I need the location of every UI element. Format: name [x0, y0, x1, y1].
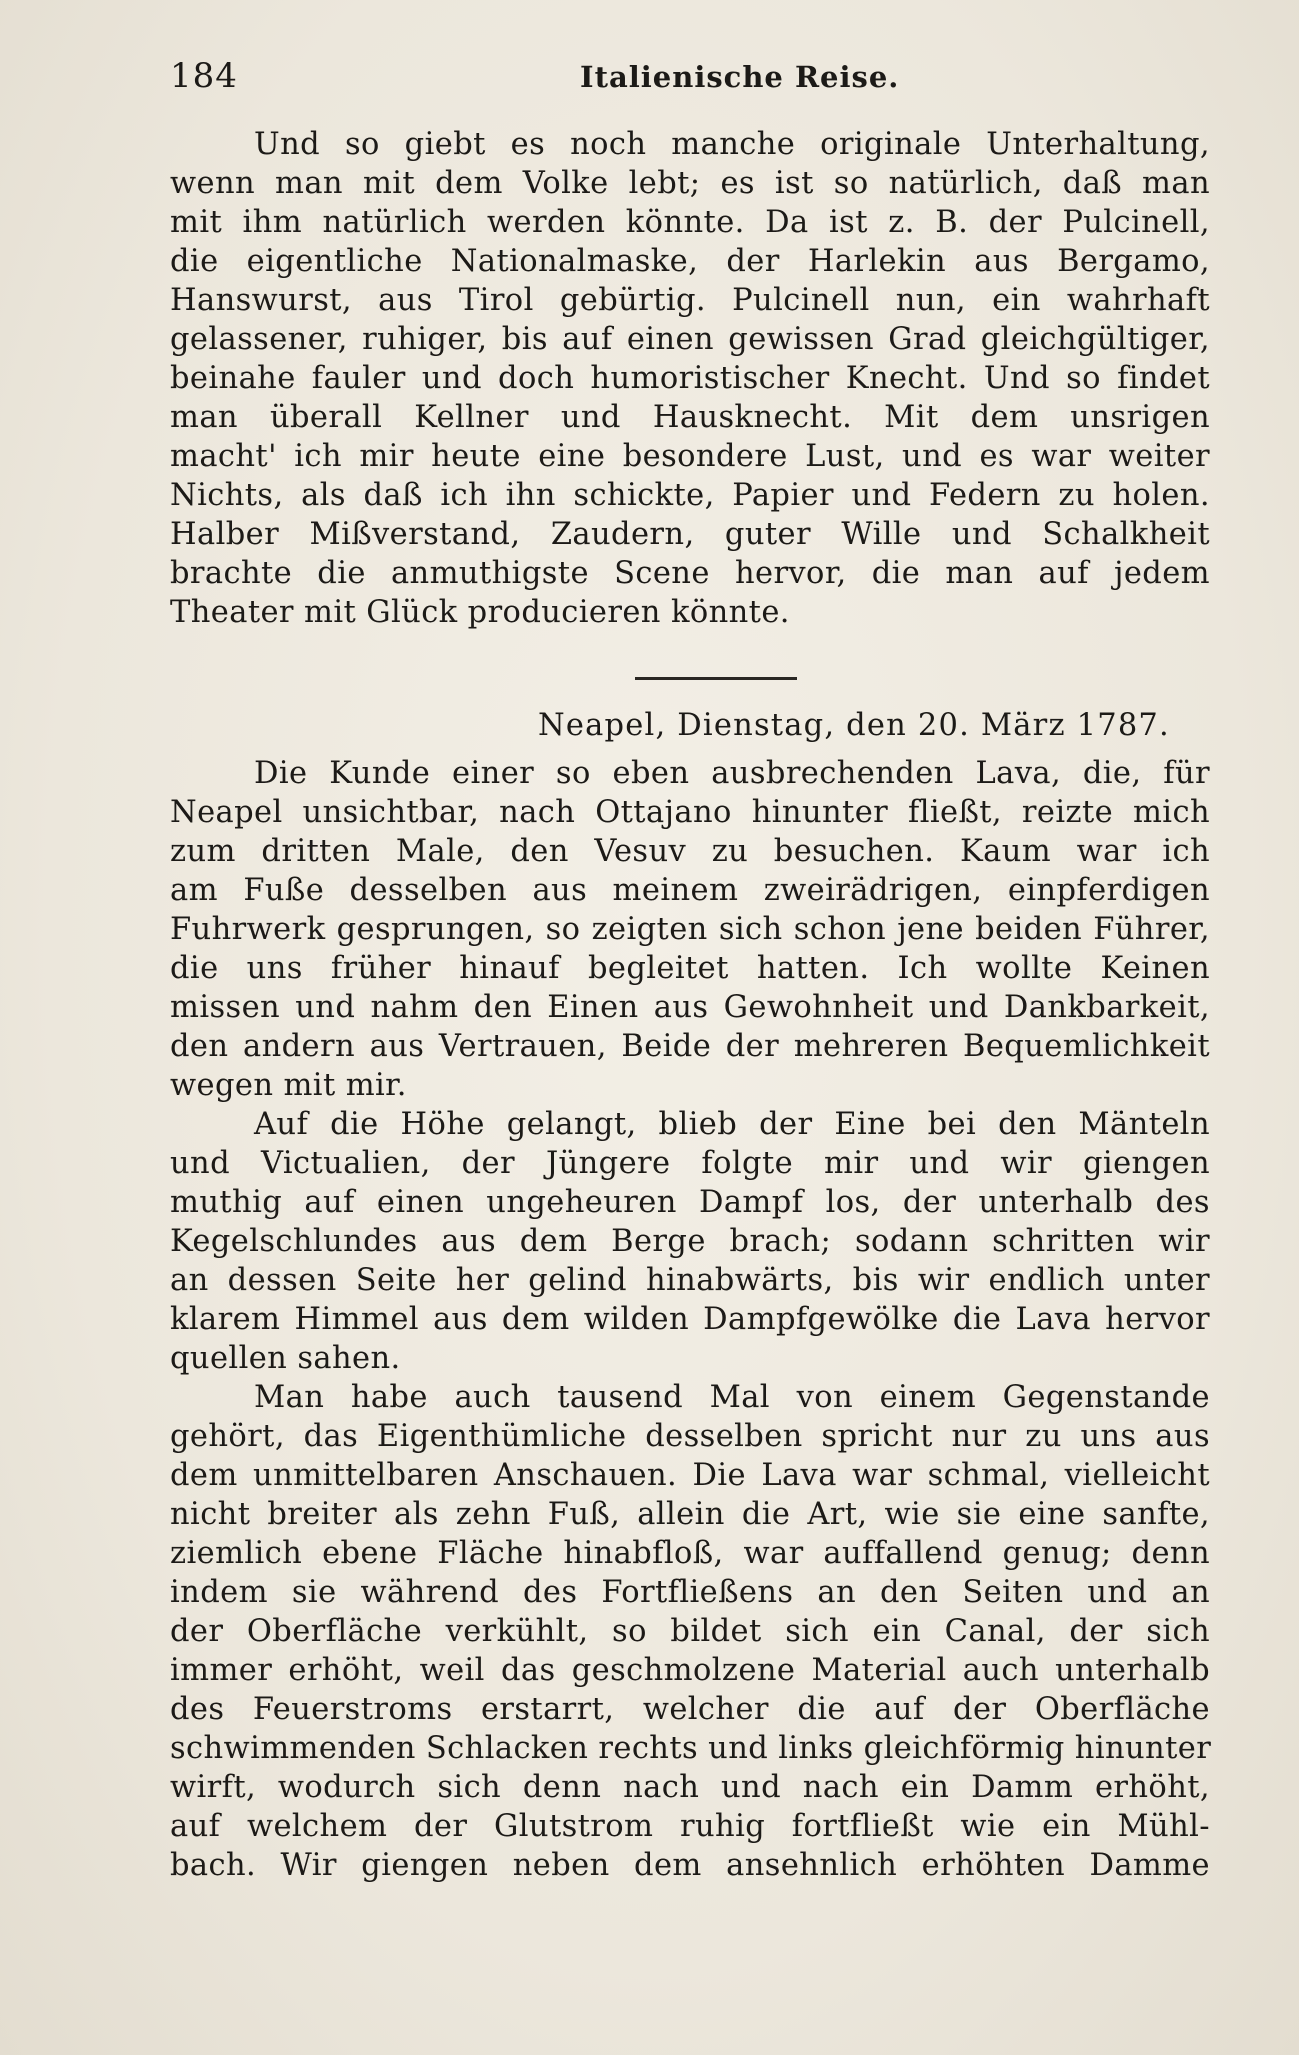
- text-line: des Feuerstroms erstarrt, welcher die auf der Oberfläche: [170, 1692, 1210, 1727]
- text-line: Und so giebt es noch manche originale Unterhaltung,: [254, 127, 1210, 162]
- text-line: die uns früher hinauf begleitet hatten. Ich wollte Keinen: [170, 951, 1210, 986]
- text-line: indem sie während des Fortfließens an den Seiten und an: [170, 1575, 1210, 1610]
- text-line: wenn man mit dem Volke lebt; es ist so natürlich, daß man: [170, 166, 1210, 201]
- text-line: Neapel unsichtbar, nach Ottajano hinunter fließt, reizte mich: [170, 795, 1210, 830]
- text-line: Fuhrwerk gesprungen, so zeigten sich schon jene beiden Führer,: [170, 912, 1210, 947]
- paragraph-vesuv: [170, 754, 1210, 1885]
- text-line: beinahe fauler und doch humoristischer Knecht. Und so findet: [170, 361, 1210, 396]
- text-line: missen und nahm den Einen aus Gewohnheit und Dankbarkeit,: [170, 990, 1210, 1025]
- text-line: gehört, das Eigenthümliche desselben spricht nur zu uns aus: [170, 1419, 1210, 1454]
- text-line: Man habe auch tausend Mal von einem Gegenstande: [254, 1380, 1210, 1415]
- text-line: quellen sahen.: [170, 1341, 401, 1376]
- text-line: an dessen Seite her gelind hinabwärts, bis wir endlich unter: [170, 1263, 1210, 1298]
- dateline: Neapel, Dienstag, den 20. März 1787.: [538, 708, 1170, 743]
- text-line: brachte die anmuthigste Scene hervor, die man auf jedem: [170, 556, 1210, 591]
- text-line: Kegelschlundes aus dem Berge brach; sodann schritten wir: [170, 1224, 1210, 1259]
- text-line: Auf die Höhe gelangt, blieb der Eine bei den Mänteln: [254, 1107, 1210, 1142]
- text-line: Halber Mißverstand, Zaudern, guter Wille und Schalkheit: [170, 517, 1210, 552]
- text-line: Hanswurst, aus Tirol gebürtig. Pulcinell nun, ein wahrhaft: [170, 283, 1210, 318]
- paragraph-pulcinell: [170, 125, 1210, 632]
- text-line: dem unmittelbaren Anschauen. Die Lava war schmal, vielleicht: [170, 1458, 1210, 1493]
- text-line: nicht breiter als zehn Fuß, allein die Art, wie sie eine sanfte,: [170, 1497, 1210, 1532]
- text-line: muthig auf einen ungeheuren Dampf los, der unterhalb des: [170, 1185, 1210, 1220]
- text-line: bach. Wir giengen neben dem ansehnlich erhöhten Damme: [170, 1848, 1210, 1883]
- text-line: zum dritten Male, den Vesuv zu besuchen. Kaum war ich: [170, 834, 1210, 869]
- text-line: mit ihm natürlich werden könnte. Da ist z. B. der Pulcinell,: [170, 205, 1210, 240]
- text-line: Die Kunde einer so eben ausbrechenden Lava, die, für: [254, 756, 1210, 791]
- text-line: klarem Himmel aus dem wilden Dampfgewölke die Lava hervor: [170, 1302, 1210, 1337]
- text-line: den andern aus Vertrauen, Beide der mehreren Bequemlichkeit: [170, 1029, 1210, 1064]
- text-line: wirft, wodurch sich denn nach und nach ein Damm erhöht,: [170, 1770, 1210, 1805]
- text-line: immer erhöht, weil das geschmolzene Material auch unterhalb: [170, 1653, 1210, 1688]
- text-line: und Victualien, der Jüngere folgte mir und wir giengen: [170, 1146, 1210, 1181]
- text-line: auf welchem der Glutstrom ruhig fortfließt wie ein Mühl-: [170, 1809, 1210, 1844]
- text-line: man überall Kellner und Hausknecht. Mit dem unsrigen: [170, 400, 1210, 435]
- running-title: Italienische Reise.: [580, 60, 900, 94]
- text-line: ziemlich ebene Fläche hinabfloß, war auffallend genug; denn: [170, 1536, 1210, 1571]
- page-header: [0, 52, 1299, 102]
- text-line: der Oberfläche verkühlt, so bildet sich ein Canal, der sich: [170, 1614, 1210, 1649]
- text-line: am Fuße desselben aus meinem zweirädrigen, einpferdigen: [170, 873, 1210, 908]
- text-line: die eigentliche Nationalmaske, der Harlekin aus Bergamo,: [170, 244, 1210, 279]
- text-line: Nichts, als daß ich ihn schickte, Papier und Federn zu holen.: [170, 478, 1210, 513]
- section-divider: [635, 677, 797, 680]
- text-line: gelassener, ruhiger, bis auf einen gewissen Grad gleichgültiger,: [170, 322, 1210, 357]
- text-line: Theater mit Glück producieren könnte.: [170, 595, 790, 630]
- text-line: macht' ich mir heute eine besondere Lust, und es war weiter: [170, 439, 1210, 474]
- page-number: 184: [170, 56, 238, 96]
- text-line: schwimmenden Schlacken rechts und links gleichförmig hinunter: [170, 1731, 1212, 1766]
- text-line: wegen mit mir.: [170, 1068, 407, 1103]
